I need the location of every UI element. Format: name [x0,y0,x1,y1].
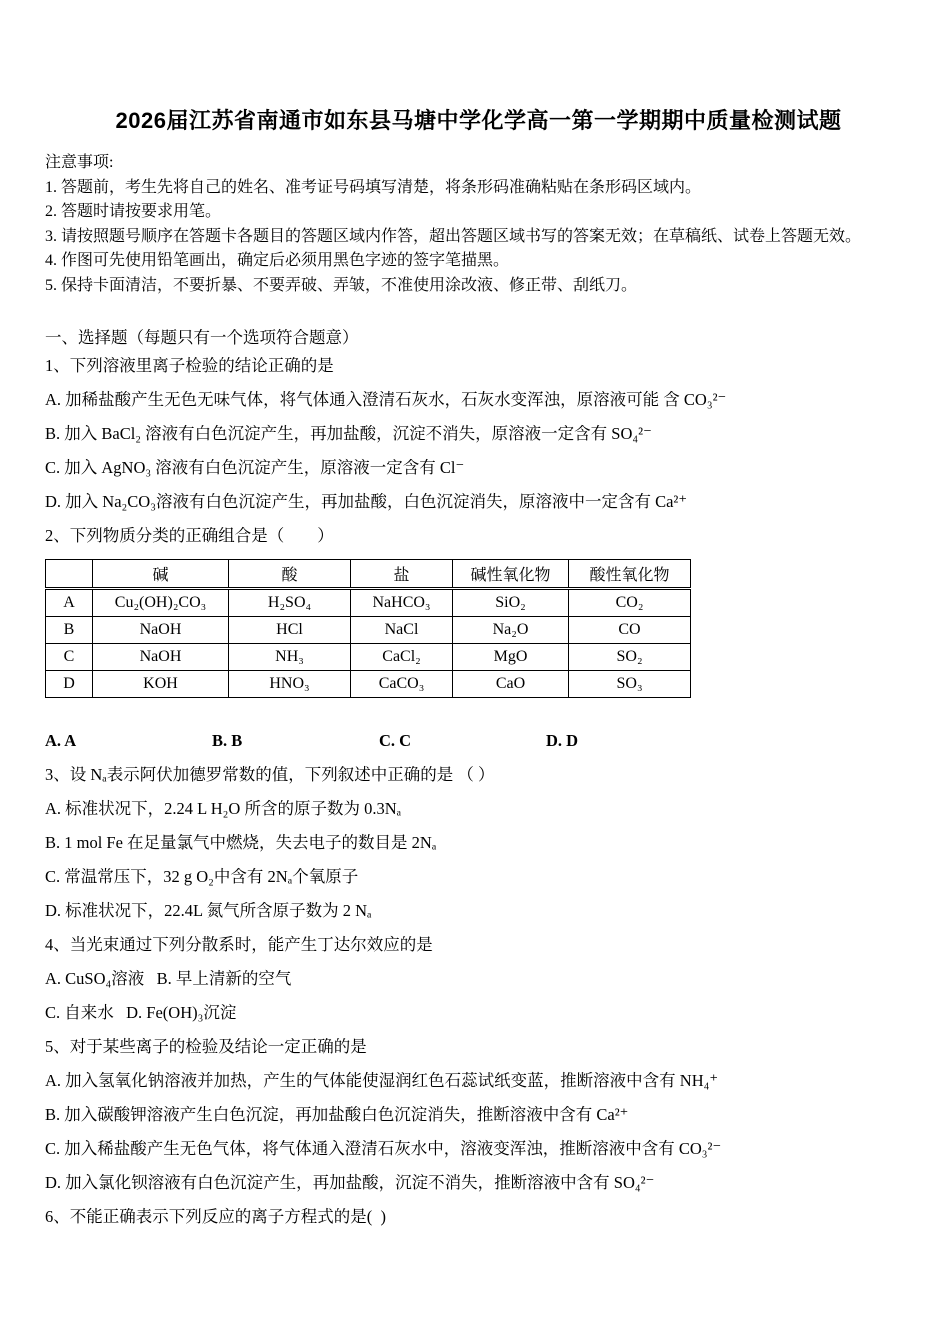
question-3-option-c: C. 常温常压下，32 g O₂中含有 2Nₐ个氧原子 [45,867,359,886]
question-1-stem: 1、下列溶液里离子检验的结论正确的是 [45,356,334,375]
table-cell: H₂SO₄ [229,589,351,617]
table-cell: KOH [93,671,229,698]
question-5-option-a: A. 加入氢氧化钠溶液并加热，产生的气体能使湿润红色石蕊试纸变蓝，推断溶液中含有 NH₄⁺ [45,1071,719,1090]
table-header-blank [46,560,93,589]
table-cell: CO [569,617,691,644]
table-cell: NaOH [93,617,229,644]
question-4-options-ab: A. CuSO₄溶液 B. 早上清新的空气 [45,969,292,988]
table-cell: CaO [453,671,569,698]
table-cell: B [46,617,93,644]
notice-item-3: 3. 请按照题号顺序在答题卡各题目的答题区域内作答，超出答题区域书写的答案无效；在草稿纸、试卷上答题无效。 [45,227,862,245]
table-header-acidic-oxide: 酸性氧化物 [569,560,691,589]
question-3-option-b: B. 1 mol Fe 在足量氯气中燃烧，失去电子的数目是 2Nₐ [45,833,437,852]
table-header-acid: 酸 [229,560,351,589]
table-cell: D [46,671,93,698]
question-1-option-c: C. 加入 AgNO₃ 溶液有白色沉淀产生，原溶液一定含有 Cl⁻ [45,458,465,477]
table-cell: CO₂ [569,589,691,617]
table-header-row [46,560,691,589]
notice-item-4: 4. 作图可先使用铅笔画出，确定后必须用黑色字迹的签字笔描黑。 [45,252,510,269]
table-cell: C [46,644,93,671]
question-3-stem: 3、设 Nₐ表示阿伏加德罗常数的值，下列叙述中正确的是 （ ） [45,765,495,784]
table-cell: NaOH [93,644,229,671]
question-5-option-d: D. 加入氯化钡溶液有白色沉淀产生，再加盐酸，沉淀不消失，推断溶液中含有 SO₄²⁻ [45,1173,655,1192]
table-cell: NaHCO₃ [351,589,453,617]
question-5-option-c: C. 加入稀盐酸产生无色气体，将气体通入澄清石灰水中，溶液变浑浊，推断溶液中含有 CO₃²⁻ [45,1139,722,1158]
table-cell: HCl [229,617,351,644]
question-1-option-d: D. 加入 Na₂CO₃溶液有白色沉淀产生，再加盐酸，白色沉淀消失，原溶液中一定含有 Ca²⁺ [45,492,688,511]
table-cell: SO₃ [569,671,691,698]
table-row-b [46,617,691,644]
table-header-basic-oxide: 碱性氧化物 [453,560,569,589]
table-cell: NaCl [351,617,453,644]
question-4-stem: 4、当光束通过下列分散系时，能产生丁达尔效应的是 [45,935,433,954]
notice-heading: 注意事项: [45,154,114,171]
notice-item-1: 1. 答题前，考生先将自己的姓名、准考证号码填写清楚，将条形码准确粘贴在条形码区域内。 [45,178,702,196]
table-header-base: 碱 [93,560,229,589]
question-4-options-cd: C. 自来水 D. Fe(OH)₃沉淀 [45,1003,237,1022]
notice-item-5: 5. 保持卡面清洁，不要折暴、不要弄破、弄皱，不准使用涂改液、修正带、刮纸刀。 [45,276,638,294]
question-2-option-c: C. C [379,731,412,750]
table-cell: HNO₃ [229,671,351,698]
question-5-option-b: B. 加入碳酸钾溶液产生白色沉淀，再加盐酸白色沉淀消失，推断溶液中含有 Ca²⁺ [45,1105,629,1124]
exam-title: 2026届江苏省南通市如东县马塘中学化学高一第一学期期中质量检测试题 [115,108,842,133]
table-cell: NH₃ [229,644,351,671]
notice-section [45,151,912,298]
table-cell: A [46,589,93,617]
table-cell: Cu₂(OH)₂CO₃ [93,589,229,617]
table-row-d [46,671,691,698]
question-3-option-d: D. 标准状况下，22.4L 氮气所含原子数为 2 Nₐ [45,901,372,920]
table-cell: SiO₂ [453,589,569,617]
table-cell: CaCO₃ [351,671,453,698]
notice-item-2: 2. 答题时请按要求用笔。 [45,203,222,220]
table-row-a [46,589,691,617]
table-cell: SO₂ [569,644,691,671]
table-row-c [46,644,691,671]
question-2-answer-row [45,730,912,752]
table-cell: MgO [453,644,569,671]
table-cell: CaCl₂ [351,644,453,671]
question-6-stem: 6、不能正确表示下列反应的离子方程式的是( ) [45,1207,386,1226]
classification-table [45,559,691,698]
table-header-salt: 盐 [351,560,453,589]
question-2-option-a: A. A [45,731,77,750]
section-heading: 一、选择题（每题只有一个选项符合题意） [45,328,359,347]
table-cell: Na₂O [453,617,569,644]
question-2-stem: 2、下列物质分类的正确组合是（ ） [45,526,334,545]
question-1-option-b: B. 加入 BaCl₂ 溶液有白色沉淀产生，再加盐酸，沉淀不消失，原溶液一定含有 SO₄²⁻ [45,424,652,443]
question-2-option-b: B. B [212,731,243,750]
question-3-option-a: A. 标准状况下，2.24 L H₂O 所含的原子数为 0.3Nₐ [45,799,402,818]
question-2-option-d: D. D [546,731,579,750]
question-5-stem: 5、对于某些离子的检验及结论一定正确的是 [45,1037,367,1056]
question-1-option-a: A. 加稀盐酸产生无色无味气体，将气体通入澄清石灰水，石灰水变浑浊，原溶液可能 含 CO₃²⁻ [45,390,727,409]
